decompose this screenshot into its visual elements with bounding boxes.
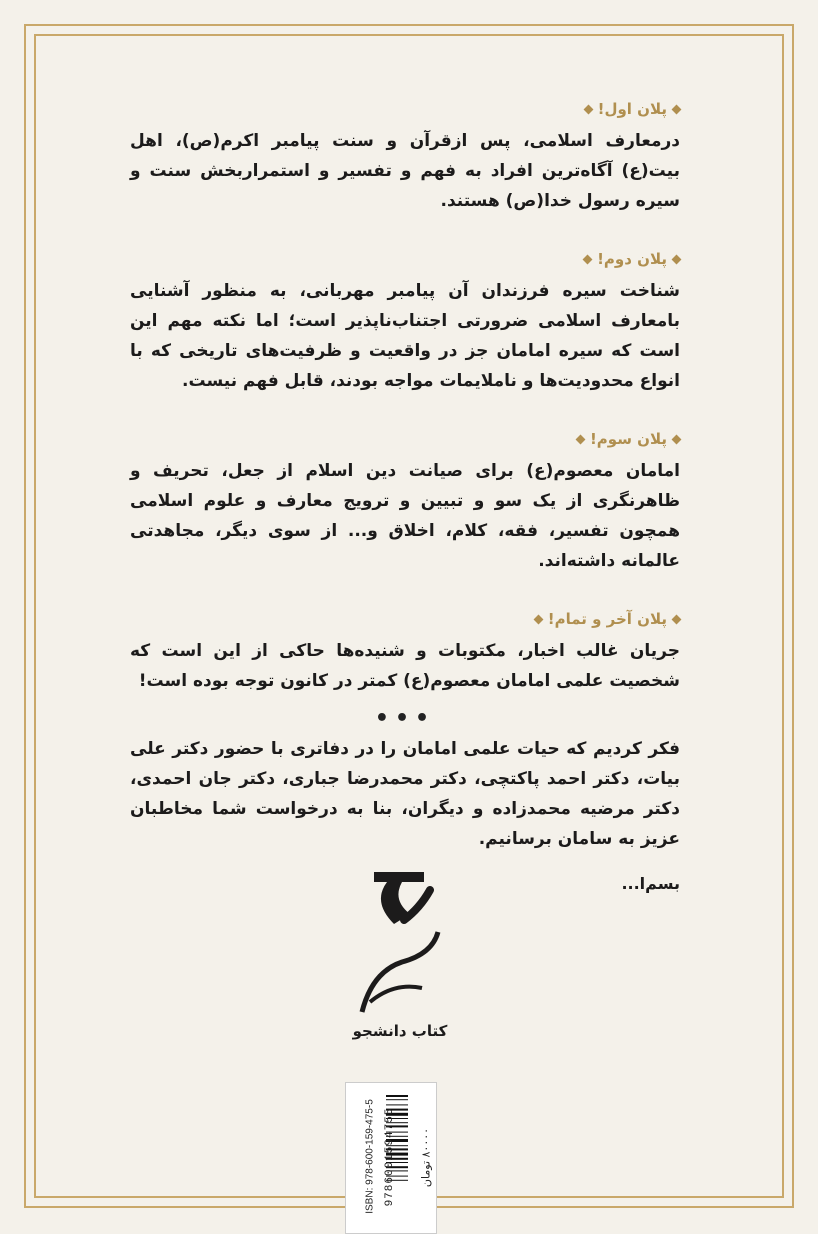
isbn-label: ISBN: 978-600-159-475-5: [364, 1099, 376, 1214]
section-heading-1: [130, 100, 680, 118]
isbn-digits: 9786001594755: [384, 1107, 396, 1207]
diamond-icon: [672, 434, 682, 444]
diamond-icon: [533, 614, 543, 624]
diamond-icon: [583, 104, 593, 114]
section-heading-label: پلان آخر و تمام!: [547, 610, 667, 628]
section-paragraph-2: شناخت سیره فرزندان آن پیامبر مهربانی، به منظور آشنایی بامعارف اسلامی ضرورتی اجتناب‌ناپذیر است؛ اما نکته مهم این است که سیره امامان جز در واقعیت و ظرفیت‌های تاریخی که با انواع محدودیت‌ها و ناملایمات مواجه بودند، قابل فهم نیست.: [130, 281, 680, 391]
section-heading-2: [130, 250, 680, 268]
section-heading-label: پلان اول!: [597, 100, 667, 118]
diamond-icon: [672, 104, 682, 114]
publisher-name: کتاب دانشجو: [352, 1022, 448, 1040]
price-label: ۸۰۰۰۰ تومان: [419, 1127, 433, 1188]
section-paragraph-3: امامان معصوم(ع) برای صیانت دین اسلام از جعل، تحریف و ظاهرنگری از یک سو و تبیین و ترویج معارف و علوم اسلامی همچون تفسیر، فقه، کلام، اخلاق و... از سوی دیگر، مجاهدتی عالمانه داشته‌اند.: [130, 461, 680, 571]
diamond-icon: [576, 434, 586, 444]
back-cover-text: [130, 100, 680, 893]
diamond-icon: [672, 254, 682, 264]
closing-paragraph: فکر کردیم که حیات علمی امامان را در دفاتری با حضور دکتر علی بیات، دکتر احمد پاکتچی، دکتر محمدرضا جباری، دکتر جان احمدی، دکتر مرضیه محمدزاده و دیگران، بنا به درخواست شما مخاطبان عزیز به سامان برسانیم.: [130, 739, 680, 849]
ellipsis-separator: •••: [374, 706, 436, 731]
bism-text: بسم‌ا...: [621, 874, 680, 893]
section-heading-label: پلان دوم!: [597, 250, 667, 268]
publisher-logo: [332, 862, 462, 1022]
barcode-sticker: [345, 1082, 437, 1234]
diamond-icon: [672, 614, 682, 624]
section-paragraph-1: درمعارف اسلامی، پس ازقرآن و سنت پیامبر اکرم(ص)، اهل بیت(ع) آگاه‌ترین افراد به فهم و تفسیر و استمراربخش سنت و سیره رسول خدا(ص) هستند.: [130, 131, 680, 211]
section-heading-4: [130, 610, 680, 628]
section-paragraph-4: جریان غالب اخبار، مکتوبات و شنیده‌ها حاکی از این است که شخصیت علمی امامان معصوم(ع) کمتر در کانون توجه بوده است!: [130, 641, 680, 691]
section-heading-label: پلان سوم!: [589, 430, 667, 448]
diamond-icon: [583, 254, 593, 264]
pen-nib-logo-icon: [332, 862, 462, 1022]
section-heading-3: [130, 430, 680, 448]
